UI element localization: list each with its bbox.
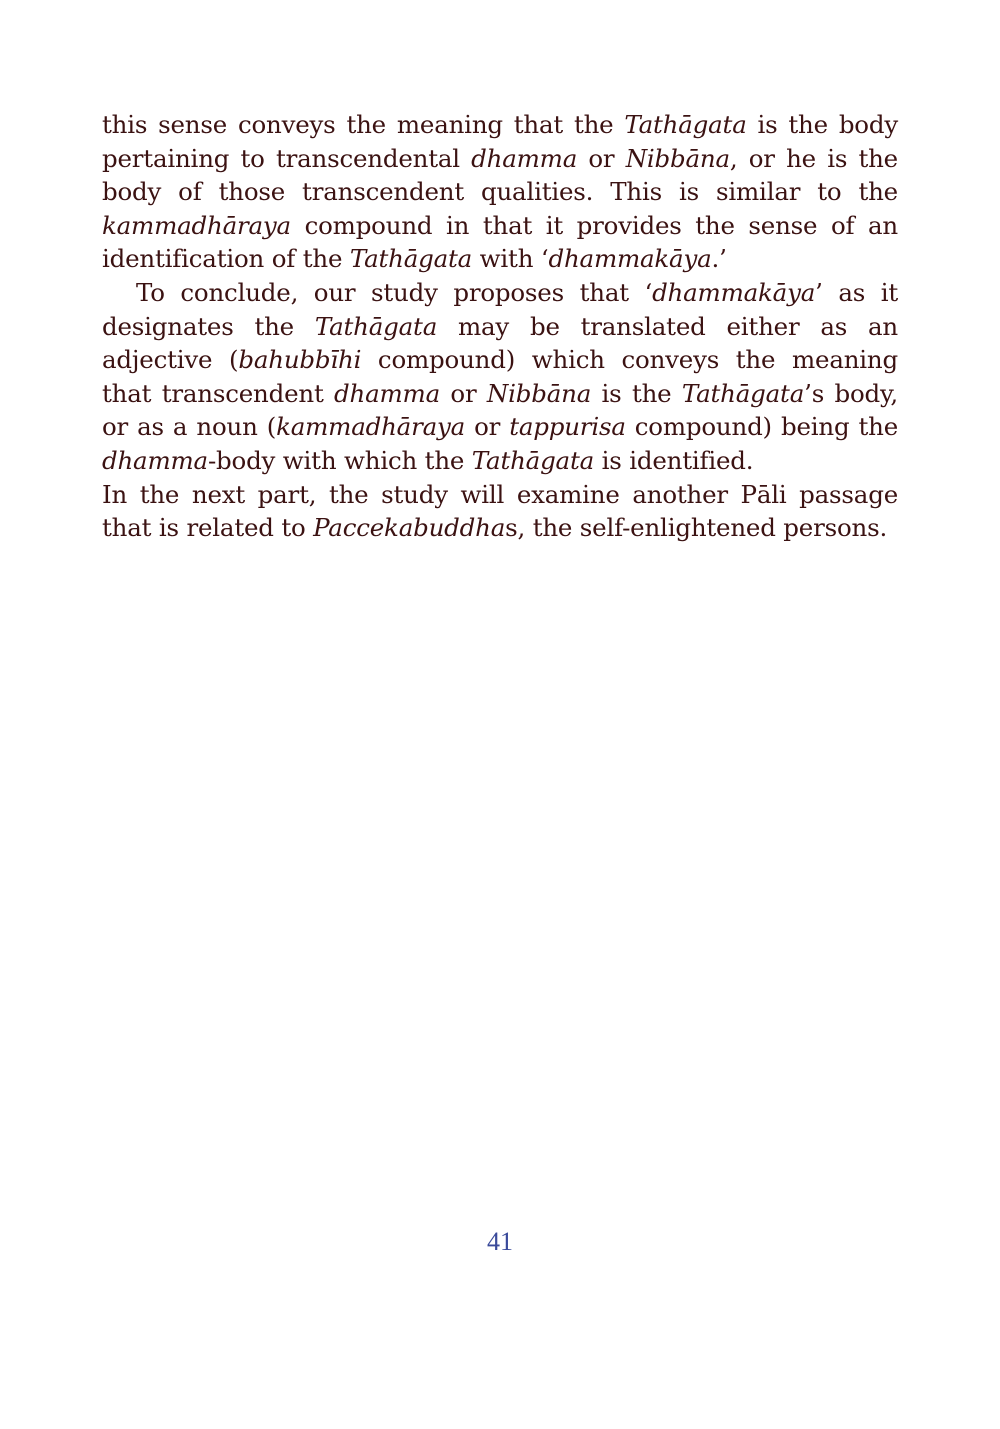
italic-term: Tathāgata bbox=[624, 110, 747, 139]
italic-term: Tathāgata bbox=[471, 445, 595, 475]
italic-term: tappurisa bbox=[509, 412, 626, 442]
text-run: this sense conveys the meaning that the bbox=[102, 110, 625, 139]
text-run: may be translated either as an adjective ( bbox=[102, 311, 898, 375]
italic-term: dhammakāya bbox=[548, 244, 712, 274]
italic-term: bahubbīhi bbox=[238, 345, 362, 375]
text-run: ’ as it designates the bbox=[102, 277, 898, 341]
paragraph-conclusion bbox=[102, 276, 898, 478]
text-run: is identified. bbox=[594, 445, 754, 475]
italic-term: Tathāgata bbox=[314, 311, 438, 341]
italic-term: Nibbāna bbox=[486, 378, 592, 408]
italic-term: dhamma bbox=[471, 143, 578, 173]
italic-term: Tathāgata bbox=[349, 244, 473, 274]
italic-term: Nibbāna bbox=[625, 143, 730, 173]
italic-term: Tathāgata bbox=[681, 378, 805, 408]
text-run: compound) which conveys the meaning that transcendent bbox=[102, 345, 898, 408]
text-run: compound) being the bbox=[625, 412, 899, 442]
italic-term: dhamma bbox=[102, 445, 208, 475]
italic-term: Paccekabuddha bbox=[313, 513, 506, 543]
text-run: ’s body, or as a noun ( bbox=[102, 378, 898, 442]
italic-term: kammadhāraya bbox=[102, 210, 291, 240]
text-run: with ‘ bbox=[472, 244, 549, 274]
text-run: .’ bbox=[711, 244, 727, 274]
text-run: In the next part, the study will examine another Pāli passage that is related to bbox=[102, 479, 898, 543]
paragraph-next-part bbox=[102, 478, 898, 545]
text-run: or bbox=[439, 378, 487, 408]
text-run: is the bbox=[591, 378, 682, 408]
text-run: or bbox=[577, 143, 626, 173]
text-run: s, the self-enlightened persons. bbox=[505, 513, 888, 543]
text-run: To conclude, our study proposes that ‘ bbox=[136, 277, 653, 307]
body-text bbox=[102, 108, 898, 545]
text-run: compound in that it provides the sense of an identification of the bbox=[102, 210, 898, 274]
paragraph-continuation bbox=[102, 108, 898, 276]
text-run: -body with which the bbox=[207, 445, 472, 475]
text-run: is the body pertaining to transcendental bbox=[102, 110, 898, 173]
italic-term: dhammakāya bbox=[652, 277, 816, 307]
italic-term: dhamma bbox=[334, 378, 440, 408]
text-run: or bbox=[465, 412, 510, 442]
text-run: , or he is the body of those transcendent qualities. This is similar to the bbox=[102, 143, 898, 207]
page-number: 41 bbox=[487, 1227, 513, 1256]
italic-term: kammadhāraya bbox=[276, 412, 466, 442]
